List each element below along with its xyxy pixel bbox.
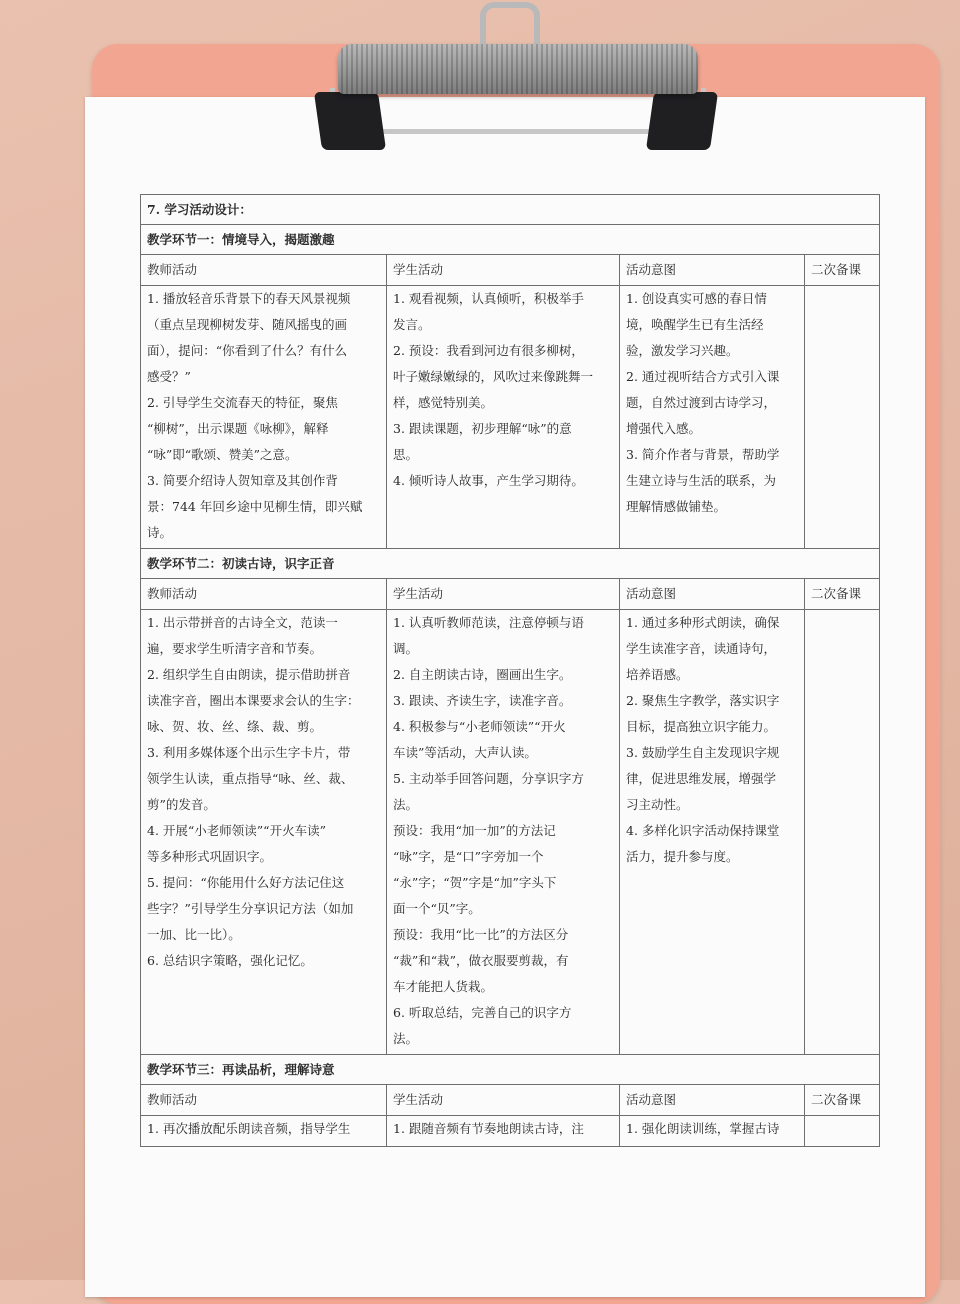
cell-line: 景：744 年回乡途中见柳生情，即兴赋 — [147, 499, 363, 514]
cell-line: “咏”字，是“口”字旁加一个 — [393, 849, 544, 864]
cell-line: 4. 积极参与“小老师领读”“开火 — [393, 719, 566, 734]
cell-line: 2. 自主朗读古诗，圈画出生字。 — [393, 667, 572, 682]
cell-line: 2. 聚焦生字教学，落实识字 — [626, 693, 780, 708]
cell-line: 车才能把人货栽。 — [393, 979, 494, 994]
cell-line: 题，自然过渡到古诗学习， — [626, 395, 777, 410]
cell-line: 1. 观看视频，认真倾听，积极举手 — [393, 291, 584, 306]
section-3-intent-cell — [620, 1116, 805, 1147]
col-header-teacher: 教师活动 — [141, 579, 387, 610]
cell-line: 遍，要求学生听清字音和节奏。 — [147, 641, 323, 656]
cell-line: 理解情感做铺垫。 — [626, 499, 727, 514]
cell-line: 思。 — [393, 447, 419, 462]
cell-line: 境，唤醒学生已有生活经 — [626, 317, 764, 332]
cell-line: 一加、比一比）。 — [147, 927, 241, 942]
clipboard-clip — [338, 44, 698, 94]
section-2-teacher-cell — [141, 610, 387, 1055]
lesson-activity-table — [140, 194, 880, 1147]
clip-left-foot — [314, 92, 386, 150]
cell-line: 1. 跟随音频有节奏地朗读古诗，注 — [393, 1121, 584, 1136]
cell-line: 生建立诗与生活的联系，为 — [626, 473, 777, 488]
col-header-student: 学生活动 — [387, 255, 620, 286]
section-1-heading: 教学环节一：情境导入，揭题激趣 — [141, 225, 880, 255]
cell-line: 法。 — [393, 1031, 419, 1046]
col-header-intent: 活动意图 — [620, 255, 805, 286]
cell-line: “永”字；“贺”字是“加”字头下 — [393, 875, 557, 890]
col-header-student: 学生活动 — [387, 1085, 620, 1116]
cell-line: 3. 鼓励学生自主发现识字规 — [626, 745, 780, 760]
clip-right-foot — [646, 92, 718, 150]
section-3-teacher-cell — [141, 1116, 387, 1147]
cell-line: 领学生认读，重点指导“咏、丝、裁、 — [147, 771, 354, 786]
cell-line: 6. 总结识字策略，强化记忆。 — [147, 953, 313, 968]
cell-line: “裁”和“栽”，做衣服要剪裁，有 — [393, 953, 569, 968]
cell-line: 律，促进思维发展，增强学 — [626, 771, 777, 786]
col-header-revision: 二次备课 — [805, 1085, 880, 1116]
cell-line: 调。 — [393, 641, 419, 656]
cell-line: 1. 再次播放配乐朗读音频，指导学生 — [147, 1121, 351, 1136]
cell-line: 学生读准字音，读通诗句， — [626, 641, 777, 656]
cell-line: 1. 出示带拼音的古诗全文，范读一 — [147, 615, 338, 630]
cell-line: 感受？” — [147, 369, 191, 384]
cell-line: 叶子嫩绿嫩绿的，风吹过来像跳舞一 — [393, 369, 594, 384]
cell-line: 4. 多样化识字活动保持课堂 — [626, 823, 780, 838]
cell-line: 1. 播放轻音乐背景下的春天风景视频 — [147, 291, 351, 306]
cell-line: 4. 开展“小老师领读”“开火车读” — [147, 823, 326, 838]
cell-line: 预设：我用“加一加”的方法记 — [393, 823, 556, 838]
col-header-revision: 二次备课 — [805, 579, 880, 610]
section-1-teacher-cell — [141, 286, 387, 549]
cell-line: 发言。 — [393, 317, 431, 332]
cell-line: 3. 跟读课题，初步理解“咏”的意 — [393, 421, 572, 436]
cell-line: 2. 引导学生交流春天的特征，聚焦 — [147, 395, 338, 410]
cell-line: 些字？”引导学生分享识记方法（如加 — [147, 901, 354, 916]
cell-line: 5. 主动举手回答问题，分享识字方 — [393, 771, 584, 786]
cell-line: 2. 预设：我看到河边有很多柳树， — [393, 343, 584, 358]
cell-line: 2. 通过视听结合方式引入课 — [626, 369, 780, 384]
section-2-heading: 教学环节二：初读古诗，识字正音 — [141, 549, 880, 579]
cell-line: “咏”即“歌颂、赞美”之意。 — [147, 447, 298, 462]
cell-line: 样，感觉特别美。 — [393, 395, 494, 410]
col-header-teacher: 教师活动 — [141, 255, 387, 286]
cell-line: 4. 倾听诗人故事，产生学习期待。 — [393, 473, 584, 488]
section-3-heading: 教学环节三：再读品析，理解诗意 — [141, 1055, 880, 1085]
section-1-student-cell — [387, 286, 620, 549]
cell-line: 车读”等活动，大声认读。 — [393, 745, 537, 760]
cell-line: 3. 跟读、齐读生字，读准字音。 — [393, 693, 572, 708]
cell-line: 读准字音，圈出本课要求会认的生字： — [147, 693, 360, 708]
cell-line: 1. 通过多种形式朗读，确保 — [626, 615, 780, 630]
cell-line: 目标，提高独立识字能力。 — [626, 719, 777, 734]
cell-line: 诗。 — [147, 525, 173, 540]
cell-line: 面一个“贝”字。 — [393, 901, 481, 916]
cell-line: “柳树”，出示课题《咏柳》，解释 — [147, 421, 329, 436]
col-header-revision: 二次备课 — [805, 255, 880, 286]
cell-line: 验，激发学习兴趣。 — [626, 343, 739, 358]
cell-line: 培养语感。 — [626, 667, 689, 682]
cell-line: 增强代入感。 — [626, 421, 702, 436]
table-title: 7. 学习活动设计： — [141, 195, 880, 225]
section-1-revision-cell — [805, 286, 880, 549]
section-2-revision-cell — [805, 610, 880, 1055]
col-header-teacher: 教师活动 — [141, 1085, 387, 1116]
cell-line: 习主动性。 — [626, 797, 689, 812]
cell-line: （重点呈现柳树发芽、随风摇曳的画 — [147, 317, 348, 332]
cell-line: 3. 利用多媒体逐个出示生字卡片，带 — [147, 745, 351, 760]
cell-line: 2. 组织学生自由朗读，提示借助拼音 — [147, 667, 351, 682]
section-2-student-cell — [387, 610, 620, 1055]
cell-line: 1. 创设真实可感的春日情 — [626, 291, 767, 306]
cell-line: 1. 强化朗读训练，掌握古诗 — [626, 1121, 780, 1136]
cell-line: 咏、贺、妆、丝、绦、裁、剪。 — [147, 719, 323, 734]
col-header-intent: 活动意图 — [620, 579, 805, 610]
section-3-student-cell — [387, 1116, 620, 1147]
cell-line: 面），提问：“你看到了什么？有什么 — [147, 343, 348, 358]
cell-line: 3. 简介作者与背景，帮助学 — [626, 447, 780, 462]
section-1-intent-cell — [620, 286, 805, 549]
clip-hanging-ring — [480, 2, 540, 46]
cell-line: 1. 认真听教师范读，注意停顿与语 — [393, 615, 584, 630]
cell-line: 剪”的发音。 — [147, 797, 216, 812]
cell-line: 3. 简要介绍诗人贺知章及其创作背 — [147, 473, 338, 488]
section-3-revision-cell — [805, 1116, 880, 1147]
cell-line: 活力，提升参与度。 — [626, 849, 739, 864]
cell-line: 法。 — [393, 797, 419, 812]
cell-line: 等多种形式巩固识字。 — [147, 849, 273, 864]
section-2-intent-cell — [620, 610, 805, 1055]
cell-line: 预设：我用“比一比”的方法区分 — [393, 927, 569, 942]
cell-line: 5. 提问：“你能用什么好方法记住这 — [147, 875, 345, 890]
col-header-intent: 活动意图 — [620, 1085, 805, 1116]
col-header-student: 学生活动 — [387, 579, 620, 610]
cell-line: 6. 听取总结，完善自己的识字方 — [393, 1005, 572, 1020]
